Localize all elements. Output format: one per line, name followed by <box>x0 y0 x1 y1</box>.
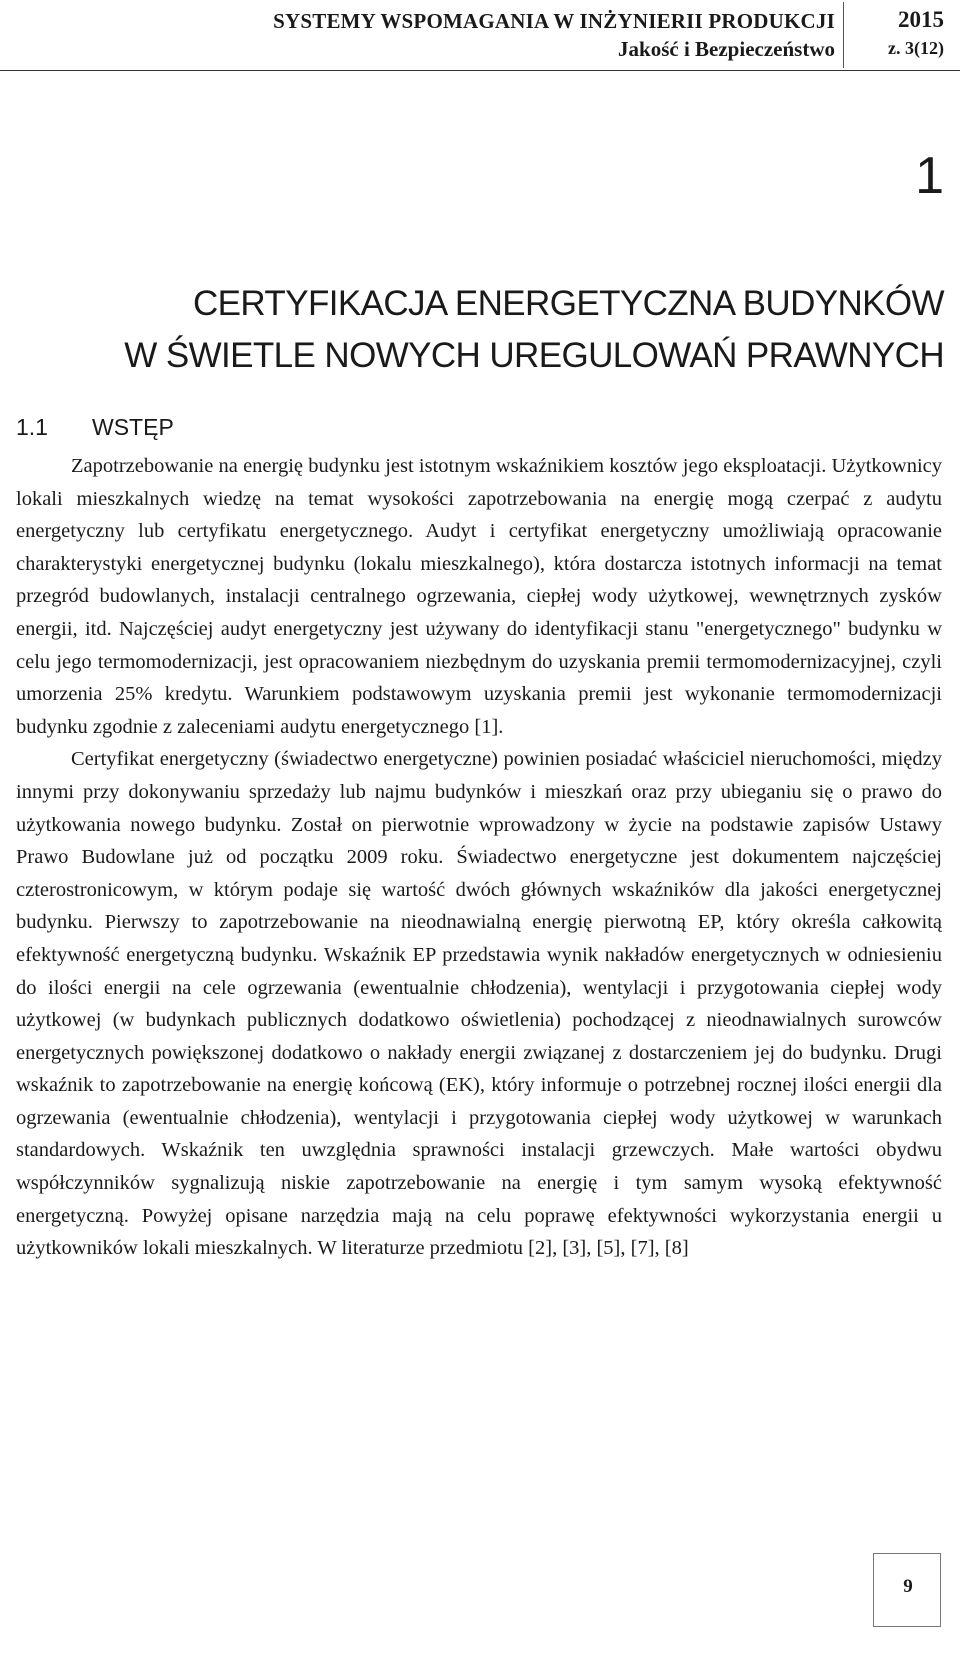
paragraph: Zapotrzebowanie na energię budynku jest istotnym wskaźnikiem kosztów jego eksploatacji. Użytkownicy lokali mieszkalnych wiedzę na temat wysokości zapotrzebowania na energię mogą czerpać z audytu energetyczny lub certyfikatu energetycznego. Audyt i certyfikat energetyczny umożliwiają opracowanie charakterystyki energetycznej budynku (lokalu mieszkalnego), która dostarcza istotnych informacji na temat przegród budowlanych, instalacji centralnego ogrzewania, ciepłej wody użytkowej, wewnętrznych zysków energii, itd. Najczęściej audyt energetyczny jest używany do identyfikacji stanu "energetycznego" budynku w celu jego termomodernizacji, jest opracowaniem niezbędnym do uzyskania premii termomodernizacyjnej, czyli umorzenia 25% kredytu. Warunkiem podstawowym uzyskania premii jest wykonanie termomodernizacji budynku zgodnie z zaleceniami audytu energetycznego [1]. <box>16 455 942 738</box>
journal-section: Jakość i Bezpieczeństwo <box>618 37 835 61</box>
chapter-number: 1 <box>915 147 944 205</box>
chapter-title-line-2: W ŚWIETLE NOWYCH UREGULOWAŃ PRAWNYCH <box>124 336 944 375</box>
body-text <box>16 450 942 1265</box>
journal-year: 2015 <box>898 7 944 32</box>
page-number-box <box>873 1553 941 1627</box>
section-title: WSTĘP <box>92 414 174 440</box>
header-divider <box>843 2 844 68</box>
section-number: 1.1 <box>16 414 48 440</box>
page-number: 9 <box>903 1576 913 1597</box>
section-heading <box>16 414 174 441</box>
journal-title: SYSTEMY WSPOMAGANIA W INŻYNIERII PRODUKCJI <box>273 9 835 33</box>
chapter-title-line-1: CERTYFIKACJA ENERGETYCZNA BUDYNKÓW <box>192 284 944 323</box>
chapter-title <box>124 278 944 382</box>
journal-issue: z. 3(12) <box>888 38 944 58</box>
paragraph: Certyfikat energetyczny (świadectwo energetyczne) powinien posiadać właściciel nieruchomości, między innymi przy dokonywaniu sprzedaży lub najmu budynków i mieszkań oraz przy ubieganiu się o prawo do użytkowania nowego budynku. Został on pierwotnie wprowadzony w życie na podstawie zapisów Ustawy Prawo Budowlane już od początku 2009 roku. Świadectwo energetyczne jest dokumentem najczęściej czterostronicowym, w którym podaje się wartość dwóch głównych wskaźników dla jakości energetycznej budynku. Pierwszy to zapotrzebowanie na nieodnawialną energię pierwotną EP, który określa całkowitą efektywność energetyczną budynku. Wskaźnik EP przedstawia wynik nakładów energetycznych w odniesieniu do ilości energii na cele ogrzewania (ewentualnie chłodzenia), wentylacji i przygotowania ciepłej wody użytkowej (w budynkach publicznych dodatkowo oświetlenia) pochodzącej z nieodnawialnych surowców energetycznych powiększonej dodatkowo o nakłady energii związanej z dostarczeniem jej do budynku. Drugi wskaźnik to zapotrzebowanie na energię końcową (EK), który informuje o potrzebnej rocznej ilości energii dla ogrzewania (ewentualnie chłodzenia), wentylacji i przygotowania ciepłej wody użytkowej w warunkach standardowych. Wskaźnik ten uwzględnia sprawności instalacji grzewczych. Małe wartości obydwu współczynników sygnalizują niskie zapotrzebowanie na energię i tym samym wysoką efektywność energetyczną. Powyżej opisane narzędzia mają na celu poprawę efektywności wykorzystania energii u użytkowników lokali mieszkalnych. W literaturze przedmiotu [2], [3], [5], [7], [8] <box>16 748 942 1260</box>
running-header <box>0 0 960 72</box>
header-rule <box>0 70 960 71</box>
